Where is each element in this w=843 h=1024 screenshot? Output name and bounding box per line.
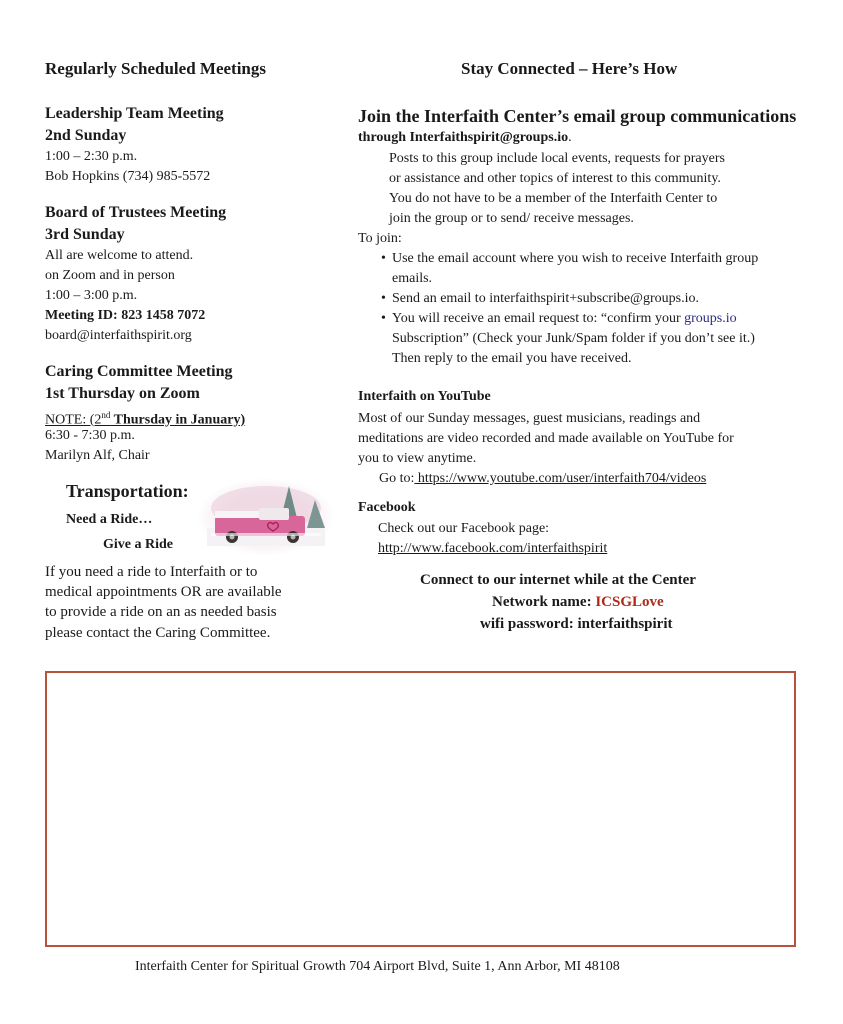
join-heading-email[interactable]: through Interfaithspirit@groups.io <box>358 130 569 145</box>
bullet-icon: • <box>381 311 386 326</box>
leadership-contact: Bob Hopkins (734) 985-5572 <box>45 169 211 184</box>
right-column-title: Stay Connected – Here’s How <box>461 59 678 78</box>
leadership-title: Leadership Team Meeting <box>45 105 224 122</box>
board-line1: All are welcome to attend. <box>45 248 194 263</box>
transport-body-line: please contact the Caring Committee. <box>45 625 271 641</box>
join-desc-line: You do not have to be a member of the Interfaith Center to <box>389 191 718 206</box>
youtube-url-link[interactable]: https://www.youtube.com/user/interfaith704/videos <box>414 471 707 486</box>
caring-time: 6:30 - 7:30 p.m. <box>45 428 135 443</box>
join-heading-line1 <box>358 106 796 127</box>
join-bullet-3 <box>381 309 755 369</box>
footer-address: Interfaith Center for Spiritual Growth 704 Airport Blvd, Suite 1, Ann Arbor, MI 48108 <box>135 959 620 974</box>
join-desc-line: Posts to this group include local events, requests for prayers <box>389 151 725 166</box>
bullet-icon: • <box>381 291 386 306</box>
facebook-body: Check out our Facebook page: <box>378 521 550 536</box>
transport-body-line: If you need a ride to Interfaith or to <box>45 564 258 580</box>
caring-when: 1st Thursday on Zoom <box>45 385 200 402</box>
join-heading-period: . <box>568 130 572 145</box>
youtube-goto <box>379 469 706 489</box>
need-a-ride: Need a Ride… <box>66 512 153 527</box>
board-line2: on Zoom and in person <box>45 268 175 283</box>
youtube-goto-label: Go to: <box>379 471 415 486</box>
transport-body-line: to provide a ride on an as needed basis <box>45 604 277 620</box>
join-heading-line2 <box>358 130 572 146</box>
network-name: ICSGLove <box>595 594 664 610</box>
pink-truck-image <box>197 478 335 556</box>
left-column-title: Regularly Scheduled Meetings <box>45 59 266 78</box>
board-meeting-id: Meeting ID: 823 1458 7072 <box>45 308 206 323</box>
caring-note-suffix: Thursday in January) <box>110 412 246 428</box>
bullet2-text: Send an email to interfaithspirit+subscribe@groups.io. <box>392 291 699 306</box>
facebook-url-link[interactable]: http://www.facebook.com/interfaithspirit <box>378 541 608 556</box>
bullet3-prefix: You will receive an email request to: “confirm your <box>392 311 685 326</box>
youtube-heading: Interfaith on YouTube <box>358 389 491 404</box>
caring-title: Caring Committee Meeting <box>45 363 233 380</box>
wifi-line1: Connect to our internet while at the Center <box>420 572 696 588</box>
network-label: Network name: <box>492 594 596 610</box>
caring-chair: Marilyn Alf, Chair <box>45 448 150 463</box>
give-a-ride: Give a Ride <box>103 537 173 552</box>
bullet3-line2: Subscription” (Check your Junk/Spam folder if you don’t see it.) <box>392 331 755 346</box>
join-desc-line: join the group or to send/ receive messages. <box>389 211 634 226</box>
wifi-password: wifi password: interfaithspirit <box>480 616 673 632</box>
to-join-label: To join: <box>358 231 402 246</box>
join-bullet-1 <box>381 249 759 289</box>
groups-io-link[interactable]: groups.io <box>684 311 737 326</box>
youtube-body-line: Most of our Sunday messages, guest musicians, readings and <box>358 411 701 426</box>
transportation-title: Transportation: <box>66 481 189 501</box>
leadership-when: 2nd Sunday <box>45 127 127 144</box>
empty-bordered-box <box>45 671 796 947</box>
youtube-body-line: you to view anytime. <box>358 451 477 466</box>
bullet1-line1: Use the email account where you wish to receive Interfaith group <box>392 251 759 266</box>
bullet3-line1 <box>392 309 755 329</box>
transport-body-line: medical appointments OR are available <box>45 584 282 600</box>
caring-note-sup: nd <box>101 410 111 420</box>
join-desc-line: or assistance and other topics of interest to this community. <box>389 171 721 186</box>
board-title: Board of Trustees Meeting <box>45 204 227 221</box>
bullet1-line2: emails. <box>392 271 433 286</box>
board-when: 3rd Sunday <box>45 226 125 243</box>
bullet-icon: • <box>381 251 386 266</box>
wifi-network <box>492 594 664 611</box>
youtube-body-line: meditations are video recorded and made available on YouTube for <box>358 431 734 446</box>
board-email[interactable]: board@interfaithspirit.org <box>45 328 192 343</box>
join-heading-text: Join the Interfaith Center’s email group communications <box>358 106 797 126</box>
facebook-heading: Facebook <box>358 500 416 515</box>
bullet3-line3: Then reply to the email you have received. <box>392 351 632 366</box>
caring-note-prefix: NOTE: (2 <box>45 412 102 428</box>
leadership-time: 1:00 – 2:30 p.m. <box>45 149 138 164</box>
join-bullet-2 <box>381 289 699 309</box>
board-time: 1:00 – 3:00 p.m. <box>45 288 138 303</box>
